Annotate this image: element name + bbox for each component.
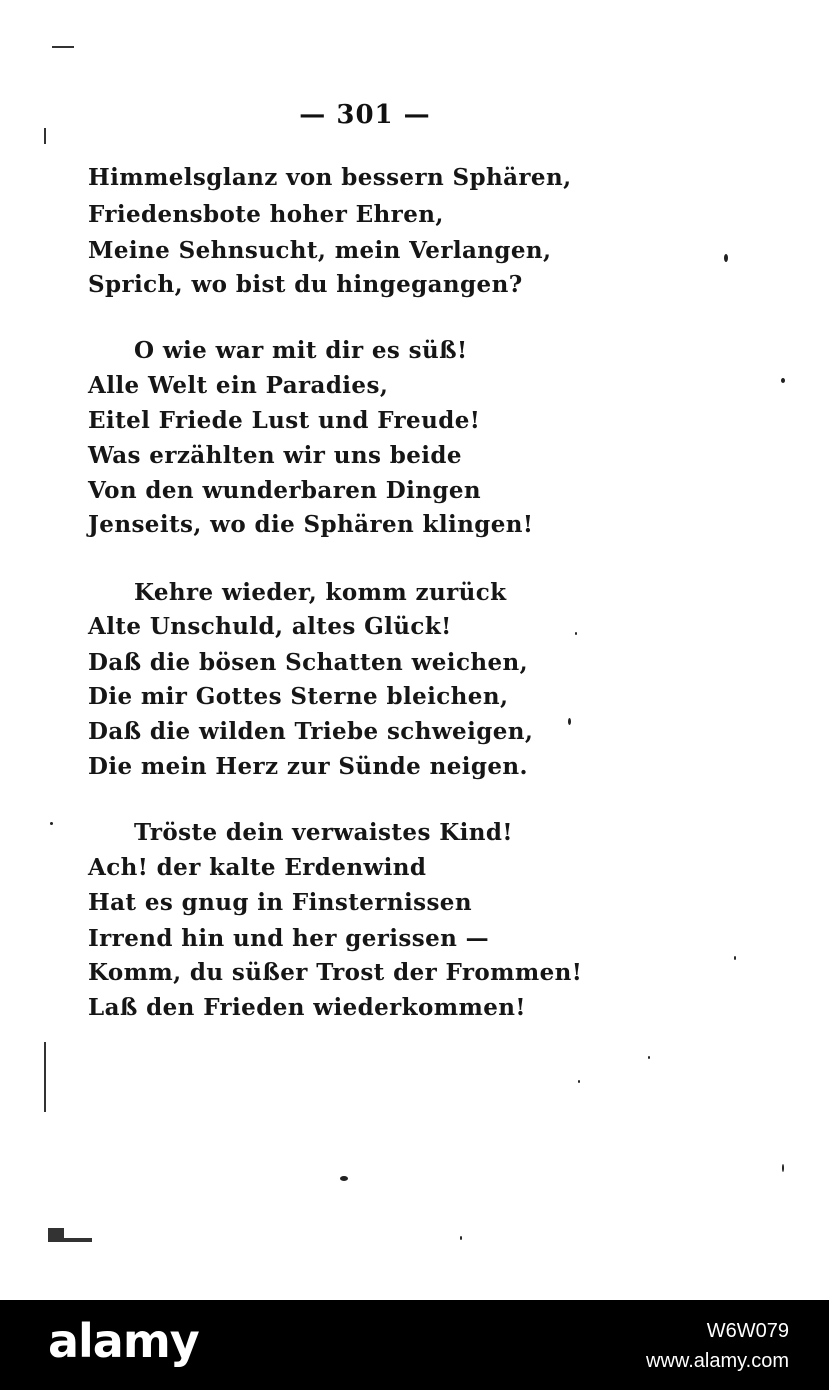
- poem-line: Von den wunderbaren Dingen: [88, 477, 482, 504]
- image-id: W6W079: [706, 1320, 789, 1342]
- scan-speck: [734, 956, 736, 960]
- site-url: www.alamy.com: [646, 1350, 789, 1372]
- poem-line: Kehre wieder, komm zurück: [134, 579, 507, 606]
- scan-speck: [568, 718, 571, 725]
- poem-line: Die mein Herz zur Sünde neigen.: [88, 753, 528, 780]
- poem-line: Sprich, wo bist du hingegangen?: [88, 271, 523, 298]
- poem-line: Daß die wilden Triebe schweigen,: [88, 718, 534, 745]
- poem-line: Jenseits, wo die Sphären klingen!: [88, 511, 534, 538]
- scan-edge-mark: [44, 1042, 46, 1112]
- poem-line: Eitel Friede Lust und Freude!: [88, 407, 481, 434]
- poem-line: Daß die bösen Schatten weichen,: [88, 649, 529, 676]
- brand-logo: alamy: [48, 1314, 199, 1368]
- scan-speck: [782, 1164, 784, 1172]
- scan-speck: [340, 1176, 348, 1181]
- watermark-footer: [0, 1300, 829, 1390]
- scan-speck: [578, 1080, 580, 1083]
- scan-edge-mark: [52, 46, 74, 48]
- poem-line: Was erzählten wir uns beide: [88, 442, 462, 469]
- poem-line: O wie war mit dir es süß!: [134, 337, 468, 364]
- scan-speck: [781, 378, 785, 383]
- poem-line: Hat es gnug in Finsternissen: [88, 889, 472, 916]
- scan-speck: [724, 254, 728, 262]
- scan-speck: [575, 632, 577, 635]
- poem-line: Friedensbote hoher Ehren,: [88, 201, 444, 228]
- poem-line: Laß den Frieden wiederkommen!: [88, 994, 526, 1021]
- page-number: — 301 —: [299, 100, 431, 130]
- scan-speck: [460, 1236, 462, 1240]
- scan-edge-mark: [44, 128, 46, 144]
- poem-line: Irrend hin und her gerissen —: [88, 925, 490, 952]
- poem-line: Komm, du süßer Trost der Frommen!: [88, 959, 583, 986]
- scan-edge-mark: [62, 1238, 92, 1242]
- poem-line: Meine Sehnsucht, mein Verlangen,: [88, 237, 552, 264]
- poem-line: Ach! der kalte Erdenwind: [88, 854, 427, 881]
- scan-speck: [50, 822, 53, 825]
- scan-speck: [648, 1056, 650, 1059]
- poem-line: Himmelsglanz von bessern Sphären,: [88, 164, 572, 191]
- poem-line: Alle Welt ein Paradies,: [88, 372, 389, 399]
- poem-line: Die mir Gottes Sterne bleichen,: [88, 683, 509, 710]
- poem-line: Alte Unschuld, altes Glück!: [88, 613, 452, 640]
- poem-line: Tröste dein verwaistes Kind!: [134, 819, 513, 846]
